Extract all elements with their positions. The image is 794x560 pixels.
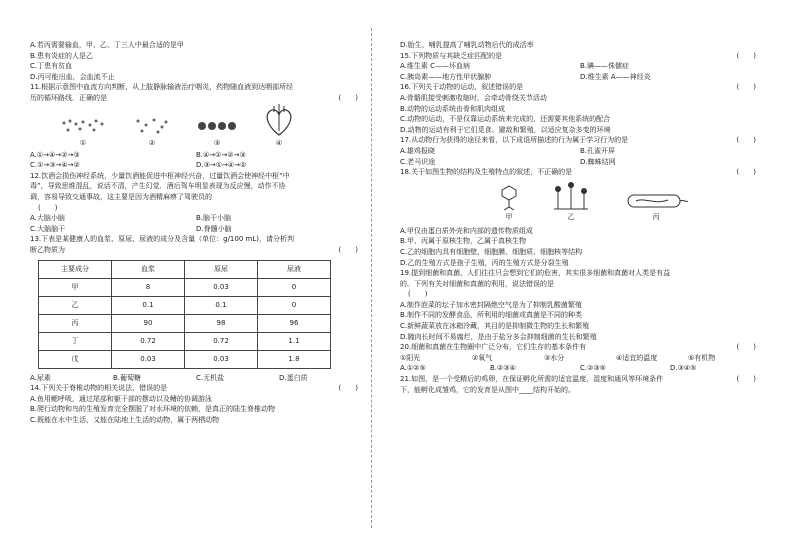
option-d: D.动物的运动有利于它们觅食、避敌和繁殖，以适应复杂多变的环境 <box>400 125 611 134</box>
condition-item: ①阳光 <box>400 353 421 362</box>
option-d: D.③→①→④→② <box>196 161 247 170</box>
option-a: A.维生素 C——坏血病 <box>400 62 471 71</box>
option-a: A.制作泡菜的坛子加水密封隔绝空气是为了抑制乳酸菌繁殖 <box>400 300 582 309</box>
table-cell: 90 <box>112 314 185 332</box>
option-b: B.甲、丙属于原核生物，乙属于真核生物 <box>400 237 527 246</box>
option-d: D.维生素 A——神经炎 <box>580 72 651 81</box>
table-row <box>39 332 331 350</box>
table-cell: 0 <box>258 296 331 314</box>
option-c: C.新鲜蔬菜放在冰箱冷藏，其目的是抑制微生物的生长和繁殖 <box>400 322 590 331</box>
answer-blank: ( ) <box>338 245 358 254</box>
left-column <box>30 40 362 425</box>
blood-flow-figures <box>58 108 362 148</box>
question-13 <box>30 234 362 383</box>
table-cell: 1.8 <box>258 350 331 368</box>
question-text: 18.关于如图生物的结构及生殖特点的叙述，不正确的是 <box>400 168 573 177</box>
question-text: 19.提到细菌和真菌，人们往往只会想到它们的危害，其实很多细菌和真菌对人类是有益 <box>400 269 671 278</box>
condition-item: ②氧气 <box>472 353 493 362</box>
figure-label: ③ <box>213 138 221 147</box>
table-cell: 乙 <box>39 296 112 314</box>
option-a: A.大脑小脑 <box>30 214 65 223</box>
table-cell: 96 <box>258 314 331 332</box>
answer-blank: ( ) <box>736 83 756 92</box>
option-b: B.爬行动物和鸟的生殖发育完全摆脱了对水环境的依赖，是真正的陆生脊椎动物 <box>30 405 276 414</box>
answer-blank: ( ) <box>736 51 756 60</box>
option-d: D.蜘蛛结网 <box>580 157 616 166</box>
table-header: 血浆 <box>112 260 185 278</box>
table-cell: 丙 <box>39 314 112 332</box>
option-line: A.若丙需要输血，甲、乙、丁三人中最合适的是甲 <box>30 41 184 49</box>
table-cell: 0.03 <box>185 350 258 368</box>
microbe-figures <box>500 182 760 222</box>
question-text: 毒”，导致思维混乱，说话不清，产生幻觉．酒后驾车明显表现为反应慢，动作不协 <box>30 182 286 191</box>
figure-mold <box>552 181 590 222</box>
question-text: 历的循环路线．正确的是 <box>30 93 107 102</box>
figure-virus <box>500 185 518 222</box>
option-b: B.制作不同的发酵食品，所利用的细菌或真菌是不同的种类 <box>400 311 583 320</box>
option-line: B.患有炎症的人是乙 <box>30 51 94 60</box>
table-cell: 0.1 <box>185 296 258 314</box>
figure-bacterium <box>624 191 688 222</box>
option-b: B.脑干小脑 <box>196 214 232 223</box>
answer-blank: ( ) <box>338 384 358 393</box>
option-b: B.孔雀开屏 <box>580 146 616 155</box>
table-cell: 0 <box>258 278 331 296</box>
figure-heart <box>262 103 296 148</box>
option-b: B.葡萄糖 <box>113 373 142 382</box>
table-header: 主要成分 <box>39 260 112 278</box>
question-15 <box>400 51 760 83</box>
question-18 <box>400 167 760 268</box>
question-text: 17.从动物行为获得的途径来看，以下成语所描述的行为属于学习行为的是 <box>400 136 629 145</box>
option-d: D.③④⑤ <box>670 364 697 373</box>
question-text: 14.下列关于脊椎动物的相关说法，错误的是 <box>30 384 168 393</box>
question-16 <box>400 82 760 135</box>
capillary-dots-icon <box>132 115 172 137</box>
option-a: A.雄鸡报晓 <box>400 146 435 155</box>
question-21 <box>400 374 760 395</box>
option-d: D.蛋白质 <box>279 373 308 382</box>
table-cell: 0.03 <box>185 278 258 296</box>
option-line: D.丙可能出血，会血流不止 <box>30 72 115 81</box>
option-d: D.胎生、哺乳提高了哺乳动物后代的成活率 <box>400 41 534 49</box>
option-c: C.②③⑤ <box>580 364 606 373</box>
question-text: 断乙物质为 <box>30 245 65 254</box>
question-11 <box>30 82 362 170</box>
table-header: 原尿 <box>185 260 258 278</box>
table-row <box>39 296 331 314</box>
option-a: A.①→④→②→③ <box>30 150 80 159</box>
figure-capillary-2 <box>132 115 172 148</box>
table-cell: 0.72 <box>185 332 258 350</box>
composition-table <box>38 260 331 369</box>
option-b: B.动物的运动系统由骨和肌肉组成 <box>400 104 506 113</box>
option-c: C.①→③→④→② <box>30 161 80 170</box>
figure-blood-cells <box>196 115 238 148</box>
option-a: A.①②⑤ <box>400 364 426 373</box>
condition-item: ⑤有机物 <box>688 353 716 362</box>
table-header-row <box>39 260 331 278</box>
option-c: C.既能在水中生活，又能在陆地上生活的动物，属于两栖动物 <box>30 415 220 424</box>
option-b: B.②③④ <box>490 364 516 373</box>
table-cell: 0.72 <box>112 332 185 350</box>
table-cell: 98 <box>185 314 258 332</box>
option-c: C.无机盐 <box>196 373 225 382</box>
question-text: 21.如图，是一个受精后的鸡卵，在保证孵化所需的适宜温度、湿度和通风等环境条件 <box>400 375 664 384</box>
mold-icon <box>552 181 590 211</box>
option-b: B.④→①→②→③ <box>196 150 246 159</box>
table-cell: 0.03 <box>112 350 185 368</box>
table-cell: 1.1 <box>258 332 331 350</box>
blood-cells-icon <box>196 115 238 137</box>
option-d: D.脊髓小脑 <box>196 224 232 233</box>
table-row <box>39 314 331 332</box>
table-row <box>39 278 331 296</box>
question-text: 12.饮酒会损伤神经系统，少量饮酒能促进中枢神经兴奋，过量饮酒会使神经中枢“中 <box>30 171 290 180</box>
question-text: 的。下列有关对细菌和真菌的利用，说法错误的是 <box>400 279 554 288</box>
figure-label: ④ <box>275 138 283 147</box>
question-20 <box>400 342 760 374</box>
option-b: B.碘——侏儒症 <box>580 62 630 71</box>
table-cell: 戊 <box>39 350 112 368</box>
question-text: 16.下列关于动物的运动，叙述错误的是 <box>400 83 524 92</box>
question-14 <box>30 383 362 425</box>
option-c: C.老马识途 <box>400 157 436 166</box>
figure-label: 甲 <box>505 212 513 221</box>
table-row <box>39 350 331 368</box>
question-text: 调，容易导致交通事故，这主要是因为酒精麻痹了驾驶员的 <box>30 192 212 201</box>
question-17 <box>400 135 760 167</box>
heart-icon <box>262 103 296 137</box>
answer-blank: ( ) <box>736 343 756 352</box>
option-c: C.胰岛素——地方性甲状腺肿 <box>400 72 492 81</box>
answer-blank: ( ) <box>736 136 756 145</box>
figure-label: 丙 <box>652 212 660 221</box>
option-line: C.丁患有贫血 <box>30 62 73 71</box>
option-c: C.动物的运动，不是仅靠运动系统来完成的，还需要其他系统的配合 <box>400 115 611 124</box>
question-12 <box>30 171 362 235</box>
option-a: A.甲仅由蛋白质外壳和内部的遗传物质组成 <box>400 226 533 235</box>
figure-label: 乙 <box>567 212 575 221</box>
question-text: 15.下列物质与其缺乏症匹配的是 <box>400 51 503 60</box>
figure-label: ① <box>79 138 87 147</box>
option-d: D.乙的生殖方式是孢子生殖，丙的生殖方式是分裂生殖 <box>400 258 569 267</box>
option-c: C.大脑脑干 <box>30 224 66 233</box>
answer-blank: ( ) <box>38 203 58 212</box>
column-divider <box>371 28 372 528</box>
option-c: C.乙的细胞内具有细胞壁、细胞膜、细胞质、细胞核等结构 <box>400 247 583 256</box>
table-header: 尿液 <box>258 260 331 278</box>
answer-blank: ( ) <box>338 93 358 102</box>
answer-blank: ( ) <box>736 375 756 384</box>
question-text: 13.下表是某健康人的血浆、原尿、尿液的成分及含量（单位：g/100 mL)，请分析判 <box>30 235 294 244</box>
option-a: A.骨骼肌接受刺激收缩时，会牵动骨绕关节活动 <box>400 93 547 102</box>
table-cell: 8 <box>112 278 185 296</box>
answer-blank: ( ) <box>736 168 756 177</box>
question-text: 下，能孵化成雏鸡，它的发育是从图中____结构开始的。 <box>400 385 575 394</box>
table-cell: 甲 <box>39 278 112 296</box>
option-a: A.尿素 <box>30 373 51 382</box>
option-d: D.腌肉长时间不易腐烂，是由于盐分多会抑制细菌的生长和繁殖 <box>400 332 597 341</box>
question-19 <box>400 268 760 342</box>
condition-item: ④适宜的温度 <box>616 353 658 362</box>
table-cell: 丁 <box>39 332 112 350</box>
answer-blank: ( ) <box>408 290 428 299</box>
bacterium-icon <box>624 191 688 211</box>
option-a: A.鱼用鳃呼吸，通过尾部和躯干部的摆动以及鳍的协调游泳 <box>30 394 212 403</box>
question-text: 20.细菌和真菌在生物圈中广泛分布，它们生存的基本条件有 <box>400 343 587 352</box>
virus-icon <box>500 185 518 211</box>
condition-item: ③水分 <box>544 353 565 362</box>
capillary-dots-icon <box>58 115 108 137</box>
figure-label: ② <box>148 138 156 147</box>
question-text: 11.根据示意图中血流方向判断，从上肢静脉输液治疗咽炎，药物随血液到达咽部所经 <box>30 83 294 92</box>
figure-capillary-1 <box>58 115 108 148</box>
right-column <box>400 40 760 395</box>
table-cell: 0.1 <box>112 296 185 314</box>
